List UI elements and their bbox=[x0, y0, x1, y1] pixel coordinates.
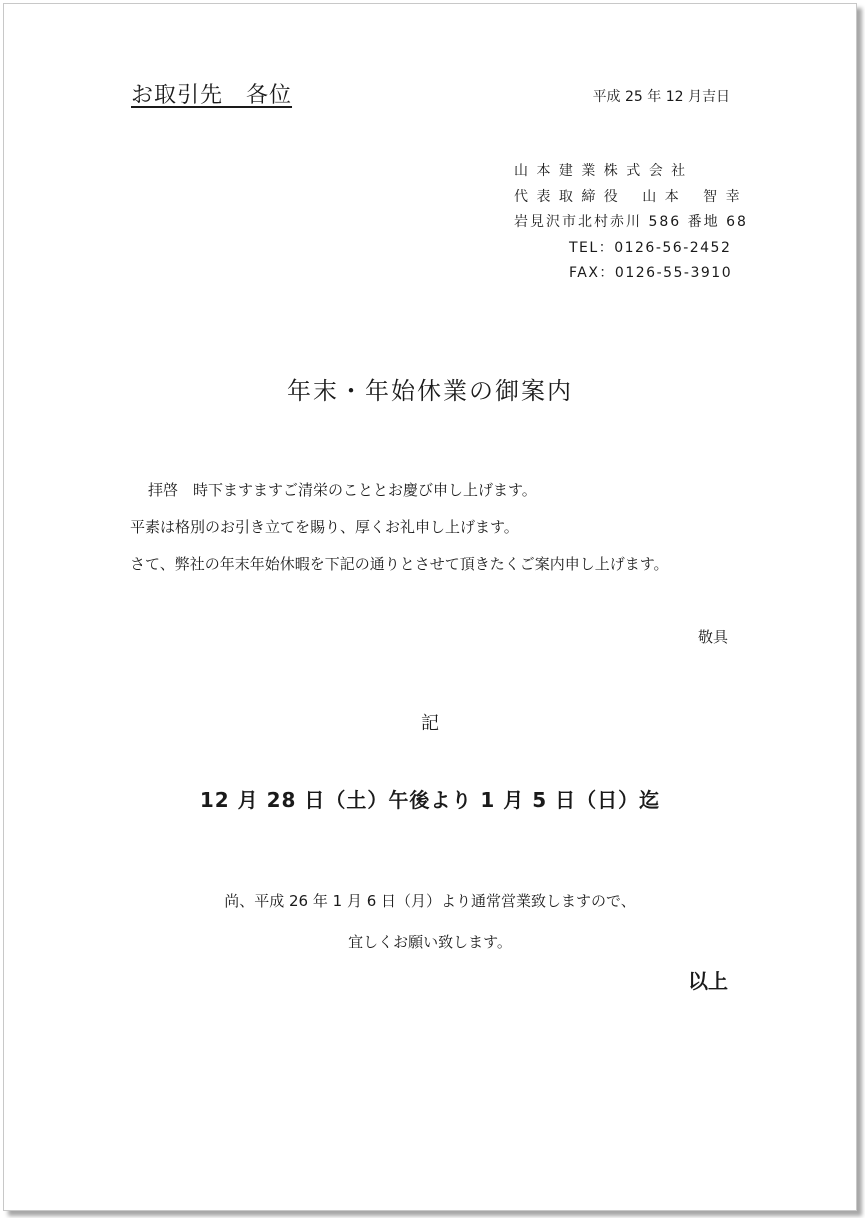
note-line: 尚、平成 26 年 1 月 6 日（月）より通常営業致しますので、 bbox=[224, 892, 636, 910]
sender-representative: 代 表 取 締 役 山 本 智 幸 bbox=[514, 188, 742, 205]
sender-tel: TEL：0126-56-2452 bbox=[569, 239, 732, 256]
end-mark: 以上 bbox=[688, 969, 728, 993]
sender-fax: FAX：0126-55-3910 bbox=[569, 265, 733, 281]
sender-address: 岩見沢市北村赤川 586 番地 68 bbox=[514, 214, 748, 230]
note-line: 宜しくお願い致します。 bbox=[348, 933, 512, 951]
sender-block bbox=[514, 159, 748, 287]
sender-company: 山 本 建 業 株 式 会 社 bbox=[514, 163, 688, 179]
ki-heading: 記 bbox=[421, 713, 439, 734]
issue-date: 平成 25 年 12 月吉日 bbox=[592, 89, 730, 105]
document-title: 年末・年始休業の御案内 bbox=[287, 377, 573, 405]
document-page bbox=[3, 3, 857, 1211]
note-text bbox=[4, 881, 856, 963]
holiday-period: 12 月 28 日（土）午後より 1 月 5 日（日）迄 bbox=[199, 788, 661, 812]
body-line: 平素は格別のお引き立てを賜り、厚くお礼申し上げます。 bbox=[130, 518, 519, 536]
body-text bbox=[130, 472, 669, 583]
closing-word: 敬具 bbox=[697, 628, 728, 646]
addressee: お取引先 各位 bbox=[131, 83, 293, 108]
body-line: 拝啓 時下ますますご清栄のこととお慶び申し上げます。 bbox=[148, 481, 537, 499]
body-line: さて、弊社の年末年始休暇を下記の通りとさせて頂きたくご案内申し上げます。 bbox=[130, 555, 669, 573]
